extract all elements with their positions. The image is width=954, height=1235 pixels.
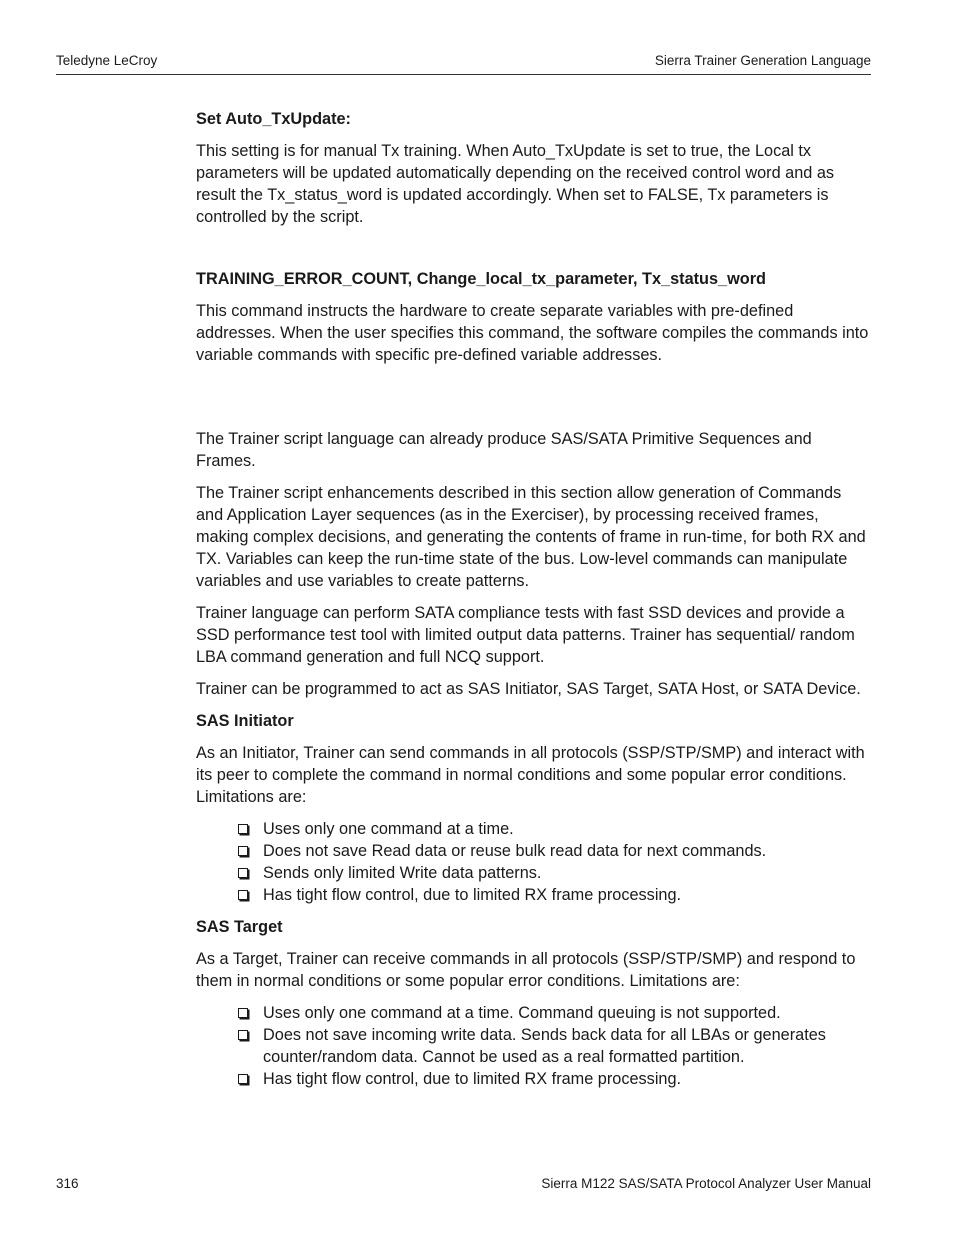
list-item <box>263 1068 871 1090</box>
list-item-text: Uses only one command at a time. Command queuing is not supported. <box>263 1004 781 1022</box>
checkbox-bullet-icon <box>238 1074 248 1084</box>
list-item-text: Sends only limited Write data patterns. <box>263 864 542 882</box>
initiator-limitations-list <box>196 818 871 906</box>
checkbox-bullet-icon <box>238 868 248 878</box>
paragraph-auto-txupdate: This setting is for manual Tx training. When Auto_TxUpdate is set to true, the Local tx parameters will be updated automatically depending on the received control word and as result the Tx_status_word is updated accordingly. When set to FALSE, Tx parameters is controlled by the script. <box>196 142 835 226</box>
list-item <box>263 884 871 906</box>
paragraph-training-error-count: This command instructs the hardware to create separate variables with pre-defined addresses. When the user specifies this command, the software compiles the commands into variable commands with specific pre-defined variable addresses. <box>196 302 869 364</box>
paragraph-sas-target: As a Target, Trainer can receive commands in all protocols (SSP/STP/SMP) and respond to them in normal conditions or some popular error conditions. Limitations are: <box>196 950 856 990</box>
heading-sas-initiator: SAS Initiator <box>196 712 294 730</box>
list-item-text: Does not save Read data or reuse bulk read data for next commands. <box>263 842 767 860</box>
target-limitations-list <box>196 1002 871 1090</box>
page-header <box>56 52 871 75</box>
checkbox-bullet-icon <box>238 824 248 834</box>
heading-sas-target: SAS Target <box>196 918 283 936</box>
checkbox-bullet-icon <box>238 846 248 856</box>
heading-training-error-count: TRAINING_ERROR_COUNT, Change_local_tx_parameter, Tx_status_word <box>196 270 767 288</box>
list-item-text: Has tight flow control, due to limited RX frame processing. <box>263 886 682 904</box>
list-item <box>263 862 871 884</box>
checkbox-bullet-icon <box>238 1030 248 1040</box>
paragraph-sas-initiator: As an Initiator, Trainer can send commands in all protocols (SSP/STP/SMP) and interact with its peer to complete the command in normal conditions and some popular error conditions. Limitations are: <box>196 744 865 806</box>
list-item <box>263 1002 871 1024</box>
checkbox-bullet-icon <box>238 890 248 900</box>
spacer <box>196 238 871 268</box>
footer-manual-title: Sierra M122 SAS/SATA Protocol Analyzer User Manual <box>541 1176 871 1191</box>
paragraph-intro-1: The Trainer script language can already produce SAS/SATA Primitive Sequences and Frames. <box>196 430 812 470</box>
list-item <box>263 1024 871 1068</box>
spacer <box>196 376 871 428</box>
list-item-text: Has tight flow control, due to limited RX frame processing. <box>263 1070 682 1088</box>
list-item-text: Does not save incoming write data. Sends back data for all LBAs or generates counter/random data. Cannot be used as a real formatted partition. <box>263 1026 826 1066</box>
page-footer <box>56 1176 871 1196</box>
header-company: Teledyne LeCroy <box>56 53 158 68</box>
heading-auto-txupdate: Set Auto_TxUpdate: <box>196 110 351 128</box>
list-item <box>263 818 871 840</box>
list-item <box>263 840 871 862</box>
paragraph-intro-4: Trainer can be programmed to act as SAS Initiator, SAS Target, SATA Host, or SATA Device. <box>196 680 861 698</box>
page-number: 316 <box>56 1176 79 1191</box>
paragraph-intro-2: The Trainer script enhancements described in this section allow generation of Commands and Application Layer sequences (as in the Exerciser), by processing received frames, making complex decisions, and generating the contents of frame in run-time, for both RX and TX. Variables can keep the run-time state of the bus. Low-level commands can manipulate variables and use variables to create patterns. <box>196 484 866 590</box>
checkbox-bullet-icon <box>238 1008 248 1018</box>
list-item-text: Uses only one command at a time. <box>263 820 514 838</box>
header-chapter-title: Sierra Trainer Generation Language <box>654 53 871 68</box>
paragraph-intro-3: Trainer language can perform SATA compliance tests with fast SSD devices and provide a SSD performance test tool with limited output data patterns. Trainer has sequential/ random LBA command generation and full NCQ support. <box>196 604 855 666</box>
page-content <box>196 108 871 1100</box>
